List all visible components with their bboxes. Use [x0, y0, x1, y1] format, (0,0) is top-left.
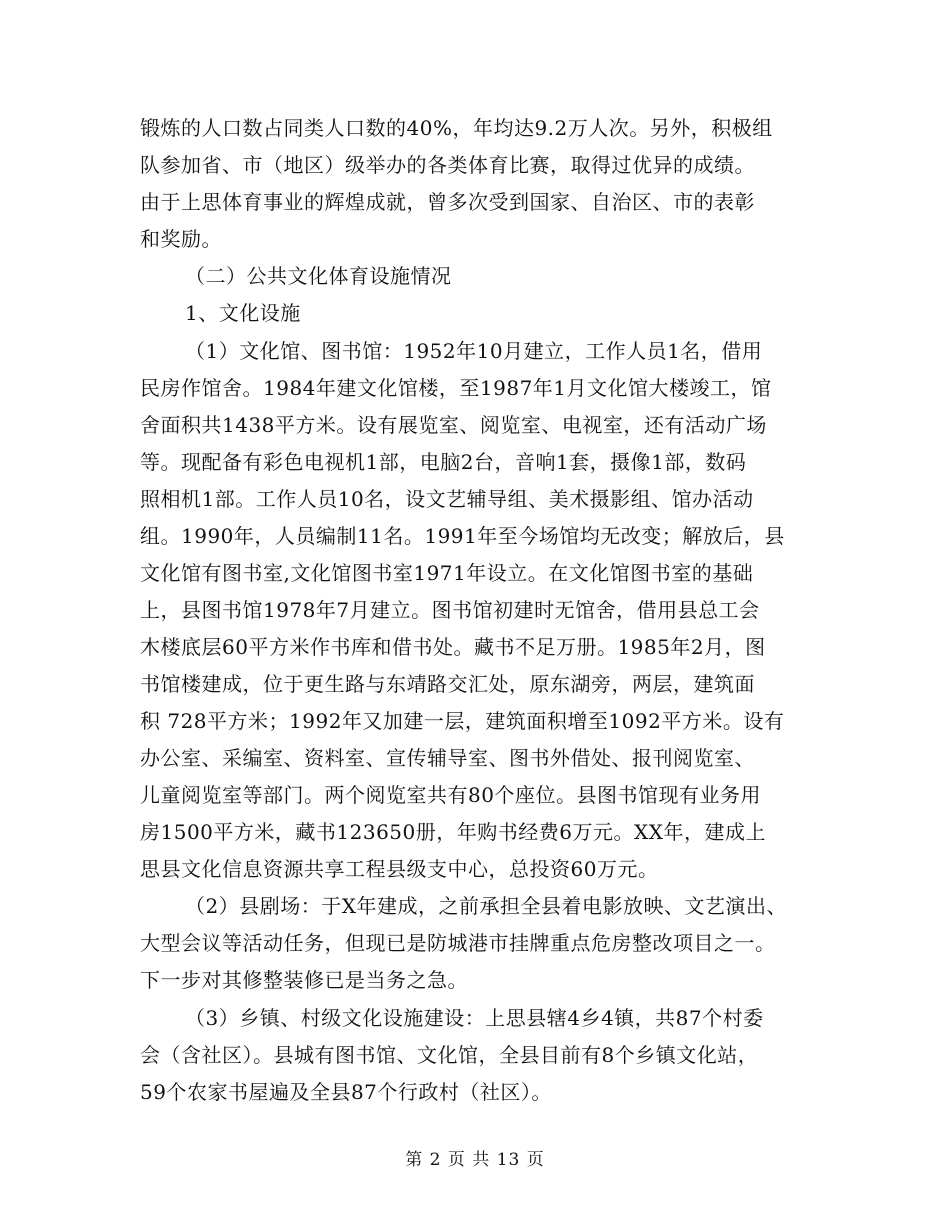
body-text-line: 木楼底层60平方米作书库和借书处。藏书不足万册。1985年2月，图: [140, 635, 766, 659]
body-text-line: 下一步对其修整装修已是当务之急。: [140, 968, 468, 992]
body-text-line: 文化馆有图书室,文化馆图书室1971年设立。在文化馆图书室的基础: [140, 561, 754, 585]
body-text-line: 照相机1部。工作人员10名，设文艺辅导组、美术摄影组、馆办活动: [140, 487, 754, 511]
body-text-line: 大型会议等活动任务，但现已是防城港市挂牌重点危房整改项目之一。: [140, 931, 776, 955]
section-heading: （二）公共文化体育设施情况: [185, 264, 452, 288]
body-text-line: 组。1990年，人员编制11名。1991年至今场馆均无改变；解放后，县: [140, 524, 785, 548]
body-text-line: 59个农家书屋遍及全县87个行政村（社区）。: [140, 1080, 552, 1104]
body-text-line: 和奖励。: [140, 227, 222, 251]
subsection-heading: 1、文化设施: [185, 301, 301, 325]
body-text-line: 民房作馆舍。1984年建文化馆楼，至1987年1月文化馆大楼竣工，馆: [140, 376, 772, 400]
body-text-line: 锻炼的人口数占同类人口数的40%，年均达9.2万人次。另外，积极组: [140, 116, 773, 140]
body-text-line: 儿童阅览室等部门。两个阅览室共有80个座位。县图书馆现有业务用: [140, 783, 761, 807]
body-text-line: 积 728平方米；1992年又加建一层，建筑面积增至1092平方米。设有: [140, 709, 785, 733]
paragraph-start: （3）乡镇、村级文化设施建设：上思县辖4乡4镇，共87个村委: [185, 1006, 764, 1030]
body-text-line: 办公室、采编室、资料室、宣传辅导室、图书外借处、报刊阅览室、: [140, 746, 755, 770]
body-text-line: 等。现配备有彩色电视机1部，电脑2台，音响1套，摄像1部，数码: [140, 450, 747, 474]
body-text-line: 队参加省、市（地区）级举办的各类体育比赛，取得过优异的成绩。: [140, 153, 755, 177]
body-text-line: 房1500平方米，藏书123650册，年购书经费6万元。XX年，建成上: [140, 820, 766, 844]
body-text-line: 舍面积共1438平方米。设有展览室、阅览室、电视室，还有活动广场: [140, 413, 767, 437]
body-text-line: 思县文化信息资源共享工程县级支中心，总投资60万元。: [140, 857, 659, 881]
paragraph-start: （2）县剧场：于X年建成，之前承担全县着电影放映、文艺演出、: [185, 894, 787, 918]
page-number-footer: 第 2 页 共 13 页: [405, 1150, 545, 1170]
body-text-line: 上，县图书馆1978年7月建立。图书馆初建时无馆舍，借用县总工会: [140, 598, 760, 622]
body-text-line: 由于上思体育事业的辉煌成就，曾多次受到国家、自治区、市的表彰: [140, 190, 755, 214]
paragraph-start: （1）文化馆、图书馆：1952年10月建立，工作人员1名，借用: [185, 339, 763, 363]
body-text-line: 书馆楼建成，位于更生路与东靖路交汇处，原东湖旁，两层，建筑面: [140, 672, 755, 696]
body-text-line: 会（含社区）。县城有图书馆、文化馆，全县目前有8个乡镇文化站，: [140, 1043, 759, 1067]
